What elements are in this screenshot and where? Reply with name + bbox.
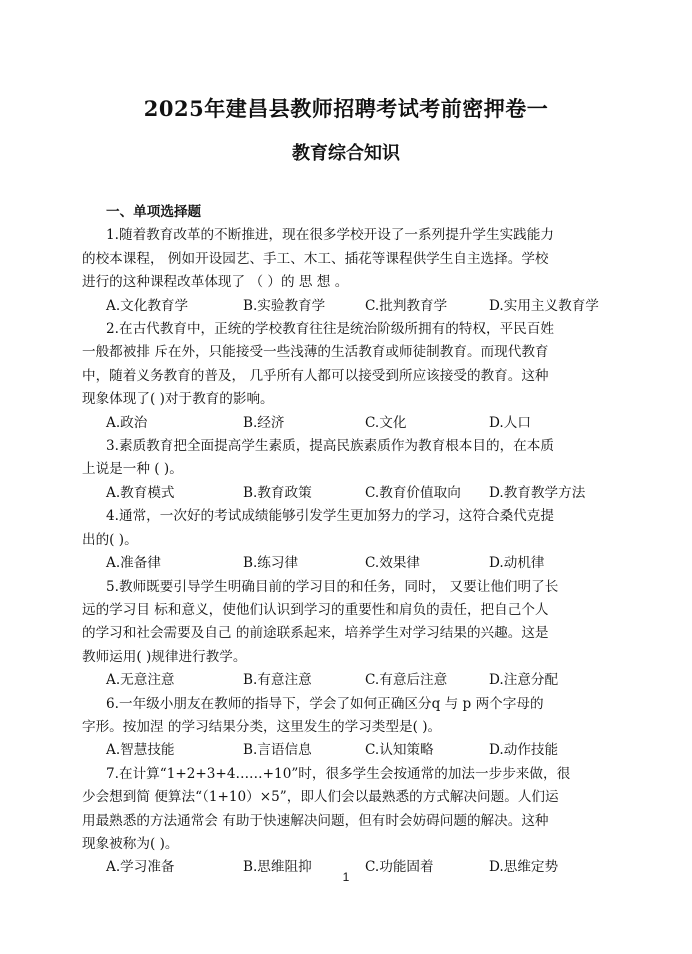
option-d: D.人口: [489, 414, 531, 431]
question-stem-line: 1.随着教育改革的不断推进，现在很多学校开设了一系列提升学生实践能力: [106, 227, 554, 244]
question-stem-line: 2.在古代教育中，正统的学校教育往往是统治阶级所拥有的特权，平民百姓: [106, 321, 554, 338]
question-stem-line: 4.通常，一次好的考试成绩能够引发学生更加努力的学习，这符合桑代克提: [106, 508, 554, 525]
option-a: A.学习准备: [106, 859, 175, 876]
option-c: C.功能固着: [365, 859, 434, 876]
question-stem-continuation: 出的( )。: [82, 531, 138, 548]
question-stem-continuation: 一般都被排 斥在外，只能接受一些浅薄的生活教育或师徒制教育。而现代教育: [82, 344, 549, 361]
question-stem-continuation: 的学习和社会需要及自己 的前途联系起来，培养学生对学习结果的兴趣。这是: [82, 625, 549, 642]
option-c: C.认知策略: [365, 742, 434, 759]
question-stem-line: 5.教师既要引导学生明确目前的学习目的和任务，同时， 又要让他们明了长: [106, 578, 559, 595]
option-b: B.教育政策: [243, 484, 312, 501]
exam-subtitle: 教育综合知识: [292, 143, 400, 164]
option-b: B.实验教育学: [243, 297, 326, 314]
option-c: C.效果律: [365, 555, 421, 572]
option-b: B.有意注意: [243, 672, 312, 689]
exam-body: [82, 201, 616, 880]
answer-options: [106, 739, 616, 762]
option-b: B.言语信息: [243, 742, 312, 759]
question-item: [82, 505, 616, 552]
question-item: [82, 693, 616, 740]
answer-options: [106, 412, 616, 435]
option-d: D.注意分配: [489, 672, 559, 689]
question-stem-continuation: 进行的这种课程改革体现了 （ ）的 思 想 。: [82, 274, 349, 291]
option-d: D.教育教学方法: [489, 484, 586, 501]
question-stem-line: 3.素质教育把全面提高学生素质，提高民族素质作为教育根本目的，在本质: [106, 438, 554, 455]
question-item: [82, 763, 616, 857]
option-a: A.文化教育学: [106, 297, 189, 314]
question-stem-line: 7.在计算“1+2+3+4……+10”时，很多学生会按通常的加法一步步来做，很: [106, 765, 571, 782]
question-stem-line: 6.一年级小朋友在教师的指导下，学会了如何正确区分q 与 p 两个字母的: [106, 695, 544, 712]
option-b: B.经济: [243, 414, 285, 431]
option-c: C.文化: [365, 414, 407, 431]
option-d: D.动作技能: [489, 742, 559, 759]
option-a: A.政治: [106, 414, 148, 431]
exam-title: 2025年建昌县教师招聘考试考前密押卷一: [143, 96, 549, 121]
question-item: [82, 224, 616, 294]
question-stem-continuation: 少会想到简 便算法“（1+10）×5”，即人们会以最熟悉的方式解决问题。人们运: [82, 789, 559, 806]
question-item: [82, 435, 616, 482]
answer-options: [106, 552, 616, 575]
option-c: C.批判教育学: [365, 297, 448, 314]
question-stem-continuation: 字形。按加涅 的学习结果分类，这里发生的学习类型是( )。: [82, 718, 442, 735]
question-stem-continuation: 教师运用( )规律进行教学。: [82, 648, 247, 665]
option-a: A.无意注意: [106, 672, 175, 689]
question-stem-continuation: 上说是一种 ( )。: [82, 461, 183, 478]
option-c: C.教育价值取向: [365, 484, 461, 501]
section-heading: 一、单项选择题: [106, 204, 202, 220]
option-d: D.实用主义教育学: [489, 297, 599, 314]
answer-options: [106, 669, 616, 692]
question-stem-continuation: 用最熟悉的方法通常会 有助于快速解决问题，但有时会妨碍问题的解决。这种: [82, 812, 549, 829]
question-list: [82, 224, 616, 879]
option-a: A.教育模式: [106, 484, 175, 501]
question-stem-continuation: 远的学习目 标和意义，使他们认识到学习的重要性和肩负的责任，把自己个人: [82, 601, 549, 618]
question-stem-continuation: 中，随着义务教育的普及， 几乎所有人都可以接受到所应该接受的教育。这种: [82, 367, 549, 384]
page-number: 1: [342, 870, 350, 884]
answer-options: [106, 482, 616, 505]
option-d: D.动机律: [489, 555, 545, 572]
question-stem-continuation: 现象体现了( )对于教育的影响。: [82, 391, 274, 408]
option-d: D.思维定势: [489, 859, 559, 876]
option-b: B.练习律: [243, 555, 299, 572]
question-stem-continuation: 的校本课程， 例如开设园艺、手工、木工、插花等课程供学生自主选择。学校: [82, 250, 549, 267]
option-a: A.智慧技能: [106, 742, 175, 759]
option-a: A.准备律: [106, 555, 161, 572]
question-item: [82, 318, 616, 412]
question-stem-continuation: 现象被称为( )。: [82, 835, 179, 852]
option-b: B.思维阻抑: [243, 859, 312, 876]
option-c: C.有意后注意: [365, 672, 448, 689]
answer-options: [106, 295, 616, 318]
question-item: [82, 576, 616, 670]
